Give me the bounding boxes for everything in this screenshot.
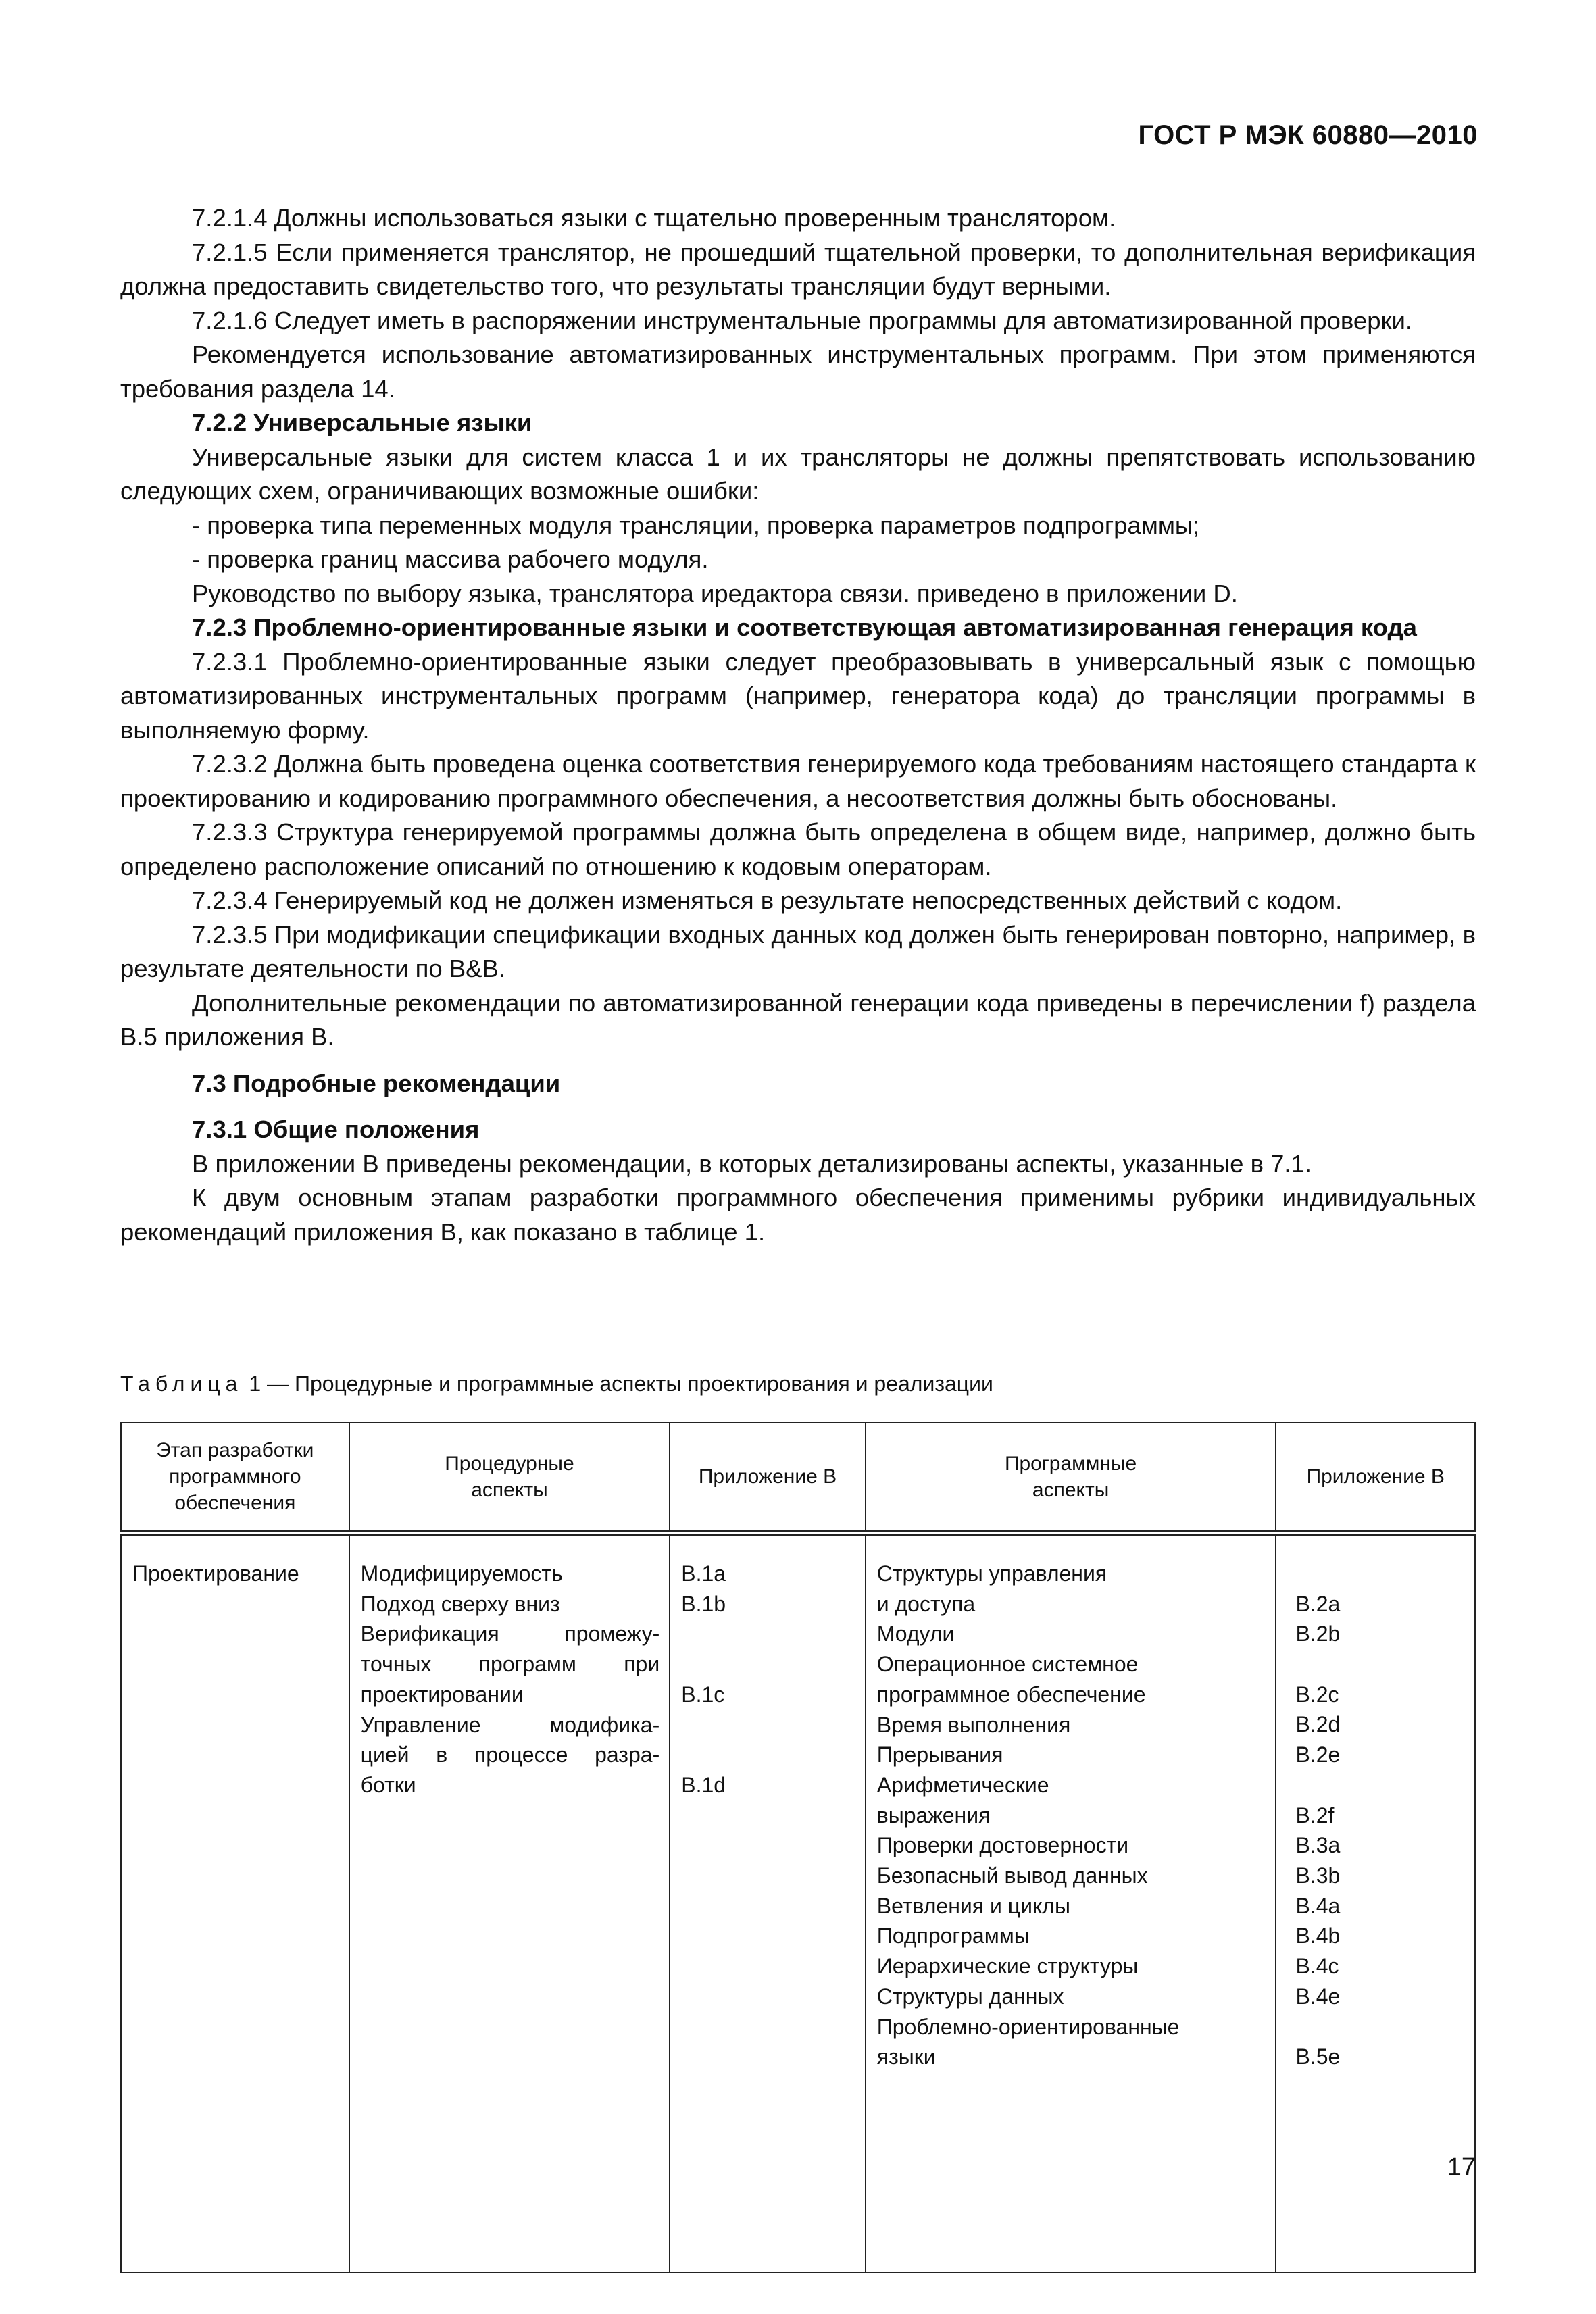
procedural-line: Модифицируемость: [360, 1561, 563, 1586]
program-line: Операционное системное: [876, 1652, 1139, 1677]
header-appendix-2: Приложение В: [1276, 1422, 1475, 1533]
table-caption: [120, 1372, 993, 1397]
table-caption-label: Таблица: [120, 1372, 243, 1396]
program-ref: В.2c: [1295, 1682, 1339, 1707]
program-ref: В.4c: [1295, 1954, 1339, 1979]
cell-program: [866, 1533, 1276, 2273]
program-line: Модули: [876, 1621, 955, 1646]
paragraph-universal-languages: Универсальные языки для систем класса 1 и их трансляторы не должны препятствовать использованию следующих схем, ограничивающих возможные ошибки:: [120, 443, 1476, 505]
paragraph-two-stages: К двум основным этапам разработки программного обеспечения применимы рубрики индивидуальных рекомендаций приложения В, как показано в таблице 1.: [120, 1184, 1476, 1246]
program-line: Прерывания: [876, 1742, 1003, 1767]
header-stage: Этап разработки программного обеспечения: [121, 1422, 349, 1533]
cell-stage: [121, 1533, 349, 2273]
procedural-line: Подход сверху вниз: [360, 1591, 560, 1616]
table-caption-text: 1 — Процедурные и программные аспекты проектирования и реализации: [249, 1372, 993, 1396]
list-item-type-check: - проверка типа переменных модуля трансляции, проверка параметров подпрограммы;: [192, 511, 1200, 539]
program-line: Безопасный вывод данных: [876, 1863, 1148, 1888]
program-line: Время выполнения: [876, 1712, 1071, 1737]
stage-label: Проектирование: [132, 1561, 299, 1586]
program-line: программное обеспечение: [876, 1682, 1146, 1707]
program-ref: В.2d: [1295, 1712, 1341, 1737]
section-heading-7-2-2: 7.2.2 Универсальные языки: [192, 409, 532, 436]
header-program: Программные аспекты: [866, 1422, 1276, 1533]
section-heading-7-3-1: 7.3.1 Общие положения: [192, 1115, 480, 1143]
header-appendix-1: Приложение В: [670, 1422, 866, 1533]
program-line: выражения: [876, 1803, 991, 1828]
program-line: и доступа: [876, 1591, 976, 1616]
document-body: [120, 201, 1476, 1249]
header-procedural: Процедурные аспекты: [349, 1422, 670, 1533]
paragraph-7-2-1-5: 7.2.1.5 Если применяется транслятор, не прошедший тщательной проверки, то дополнительная верификация должна предоставить свидетельство того, что результаты трансляции будут верными.: [120, 238, 1476, 300]
aspects-table: [120, 1422, 1476, 2273]
program-ref: В.4e: [1295, 1984, 1341, 2009]
document-standard-id: ГОСТ Р МЭК 60880—2010: [1138, 120, 1478, 150]
program-line: Иерархические структуры: [876, 1954, 1139, 1979]
program-line: Структуры данных: [876, 1984, 1064, 2009]
procedural-ref: В.1d: [681, 1772, 726, 1797]
program-line: Арифметические: [876, 1772, 1049, 1797]
paragraph-7-2-3-4: 7.2.3.4 Генерируемый код не должен изменяться в результате непосредственных действий с кодом.: [192, 886, 1343, 914]
program-ref: В.2b: [1295, 1621, 1341, 1646]
procedural-line: цией в процессе разра-: [360, 1742, 660, 1767]
program-ref: В.2e: [1295, 1742, 1341, 1767]
page-number: 17: [1447, 2153, 1476, 2182]
procedural-line: ботки: [360, 1772, 416, 1797]
table-header-row: [121, 1422, 1475, 1533]
program-ref: В.3b: [1295, 1863, 1341, 1888]
paragraph-7-2-3-1: 7.2.3.1 Проблемно-ориентированные языки следует преобразовывать в универсальный язык с помощью автоматизированных инструментальных программ (например, генератора кода) до трансляции программы в выполняемую форму.: [120, 647, 1476, 744]
program-line: Подпрограммы: [876, 1923, 1030, 1948]
program-ref: В.2f: [1295, 1803, 1335, 1828]
procedural-ref: В.1b: [681, 1591, 726, 1616]
program-ref: В.5e: [1295, 2044, 1341, 2069]
cell-procedural: [349, 1533, 670, 2273]
program-line: Проблемно-ориентированные: [876, 2014, 1180, 2039]
program-line: Структуры управления: [876, 1561, 1107, 1586]
procedural-ref: В.1c: [681, 1682, 725, 1707]
procedural-line: Управление модифика-: [360, 1712, 660, 1737]
procedural-line: Верификация промежу-: [360, 1621, 660, 1646]
section-heading-7-2-3: 7.2.3 Проблемно-ориентированные языки и соответствующая автоматизированная генерация кода: [192, 613, 1417, 641]
paragraph-7-2-3-3: 7.2.3.3 Структура генерируемой программы должна быть определена в общем виде, например, должно быть определено расположение описаний по отношению к кодовым операторам.: [120, 818, 1476, 880]
program-ref: В.2a: [1295, 1591, 1341, 1616]
paragraph-7-2-3-2: 7.2.3.2 Должна быть проведена оценка соответствия генерируемого кода требованиям настоящего стандарта к проектированию и кодированию программного обеспечения, а несоответствия должны быть обоснованы.: [120, 750, 1476, 812]
cell-program-refs: [1276, 1533, 1475, 2273]
paragraph-language-guide: Руководство по выбору языка, транслятора иредактора связи. приведено в приложении D.: [192, 579, 1238, 607]
program-ref: В.3a: [1295, 1833, 1341, 1858]
program-line: Ветвления и циклы: [876, 1893, 1070, 1918]
program-ref: В.4a: [1295, 1893, 1341, 1918]
program-line: языки: [876, 2044, 936, 2069]
paragraph-7-2-1-6: 7.2.1.6 Следует иметь в распоряжении инструментальные программы для автоматизированной проверки.: [192, 306, 1413, 334]
paragraph-extra-recommendations: Дополнительные рекомендации по автоматизированной генерации кода приведены в перечислении f) раздела В.5 приложения В.: [120, 988, 1476, 1051]
table-row: [121, 1533, 1475, 2273]
paragraph-7-2-3-5: 7.2.3.5 При модификации спецификации входных данных код должен быть генерирован повторно, например, в результате деятельности по В&В.: [120, 920, 1476, 982]
paragraph-7-2-1-4: 7.2.1.4 Должны использоваться языки с тщательно проверенным транслятором.: [192, 204, 1116, 232]
program-ref: В.4b: [1295, 1923, 1341, 1948]
procedural-ref: В.1a: [681, 1561, 726, 1586]
procedural-line: проектировании: [360, 1682, 524, 1707]
cell-procedural-refs: [670, 1533, 866, 2273]
program-line: Проверки достоверности: [876, 1833, 1129, 1858]
paragraph-appendix-b: В приложении В приведены рекомендации, в которых детализированы аспекты, указанные в 7.1.: [192, 1149, 1312, 1178]
procedural-line: точных программ при: [360, 1652, 660, 1677]
paragraph-recommendation: Рекомендуется использование автоматизированных инструментальных программ. При этом применяются требования раздела 14.: [120, 341, 1476, 403]
list-item-bounds-check: - проверка границ массива рабочего модуля.: [192, 545, 709, 573]
section-heading-7-3: 7.3 Подробные рекомендации: [192, 1069, 561, 1097]
